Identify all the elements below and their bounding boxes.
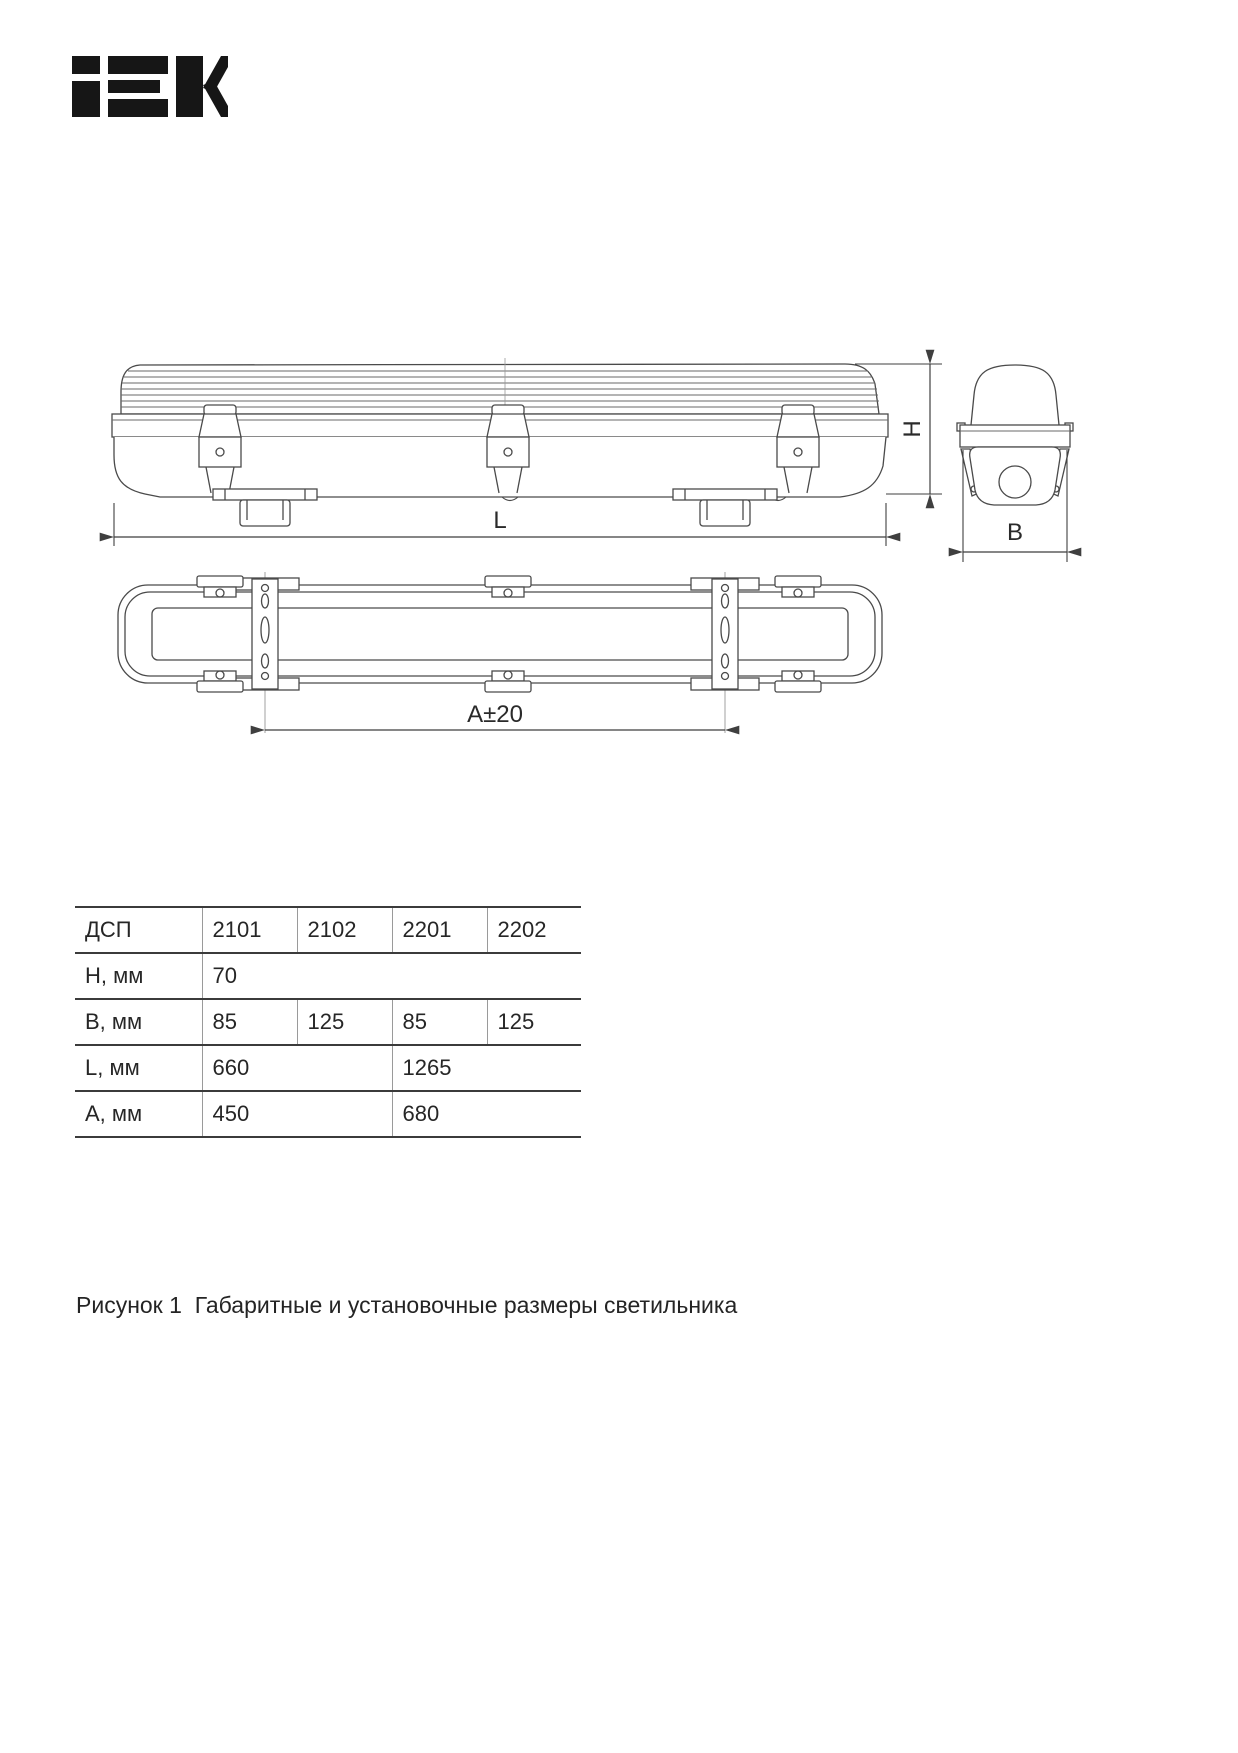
cell-value: 85: [392, 999, 487, 1045]
dimension-L: [114, 503, 886, 546]
cell-value: 660: [202, 1045, 392, 1091]
dim-label-B: B: [1006, 519, 1024, 546]
header-cell-2202: 2202: [497, 917, 547, 942]
cell-value: 125: [497, 1009, 535, 1034]
cell-value: 85: [202, 999, 297, 1045]
cell-value: 450: [202, 1091, 392, 1137]
row-label: L, мм: [75, 1045, 202, 1091]
dim-label-A: А±20: [467, 701, 523, 728]
end-view: [957, 365, 1073, 505]
header-cell-model: ДСП: [75, 907, 202, 953]
cell-value: 1265: [402, 1055, 452, 1080]
cell-value: 125: [297, 999, 392, 1045]
dim-label-H: H: [899, 420, 926, 438]
header-cell-2102: 2102: [297, 907, 392, 953]
table-row-B: [75, 999, 581, 1045]
dim-label-L: L: [493, 507, 507, 534]
side-view: [112, 358, 888, 526]
table-row-A: [75, 1091, 581, 1137]
table-row-L: [75, 1045, 581, 1091]
cell-value: 680: [402, 1101, 440, 1126]
row-label: А, мм: [75, 1091, 202, 1137]
row-label: Н, мм: [75, 953, 202, 999]
table-row-H: [75, 953, 581, 999]
dimensions-table: [75, 906, 581, 1138]
dimension-A: [265, 701, 725, 730]
table-header-row: [75, 907, 581, 953]
row-label: В, мм: [75, 999, 202, 1045]
header-cell-2201: 2201: [392, 907, 487, 953]
figure-caption: Рисунок 1 Габаритные и установочные размеры светильника: [76, 1292, 738, 1318]
technical-drawing: [0, 0, 1238, 780]
header-cell-2101: 2101: [202, 907, 297, 953]
cell-value: 70: [212, 963, 237, 988]
